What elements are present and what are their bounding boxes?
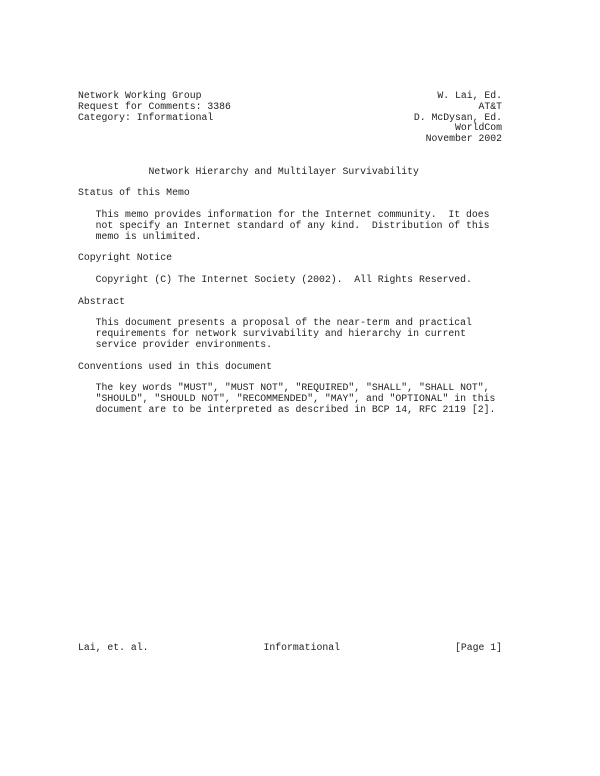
- header-right: D. McDysan, Ed.: [413, 111, 502, 123]
- paragraph-line: This document presents a proposal of the near-term and practical: [95, 317, 472, 329]
- paragraph-line: The key words "MUST", "MUST NOT", "REQUIRED", "SHALL", "SHALL NOT",: [95, 382, 490, 394]
- section-heading: Conventions used in this document: [78, 360, 273, 372]
- document-title: Network Hierarchy and Multilayer Survivability: [148, 165, 419, 177]
- footer-category: Informational: [263, 642, 340, 653]
- paragraph-line: "SHOULD", "SHOULD NOT", "RECOMMENDED", "MAY", and "OPTIONAL" in this: [95, 393, 496, 405]
- paragraph-line: service provider environments.: [95, 339, 272, 351]
- header-left: Category: Informational: [78, 111, 214, 123]
- header-left: Network Working Group: [78, 90, 202, 101]
- header-right: WorldCom: [454, 122, 502, 134]
- paragraph-line: memo is unlimited.: [95, 230, 202, 242]
- header-row: [78, 113, 502, 124]
- paragraph-line: This memo provides information for the Internet community. It does: [95, 209, 490, 221]
- section-heading: Copyright Notice: [78, 252, 173, 264]
- page-footer: [78, 642, 502, 653]
- header-right: W. Lai, Ed.: [437, 90, 502, 101]
- header-row: [78, 134, 502, 145]
- rfc-page: [78, 91, 502, 416]
- section-heading: Status of this Memo: [78, 187, 190, 199]
- header-right: November 2002: [425, 133, 502, 145]
- header-left: Request for Comments: 3386: [78, 100, 231, 112]
- paragraph-line: requirements for network survivability and hierarchy in current: [95, 328, 466, 340]
- header-right: AT&T: [478, 100, 502, 112]
- footer-page-number: [Page 1]: [454, 642, 502, 653]
- section-heading: Abstract: [78, 295, 126, 307]
- footer-authors: Lai, et. al.: [78, 642, 149, 653]
- paragraph-line: document are to be interpreted as described in BCP 14, RFC 2119 [2].: [95, 404, 496, 416]
- paragraph-line: Copyright (C) The Internet Society (2002). All Rights Reserved.: [95, 274, 472, 286]
- paragraph-line: not specify an Internet standard of any kind. Distribution of this: [95, 219, 490, 231]
